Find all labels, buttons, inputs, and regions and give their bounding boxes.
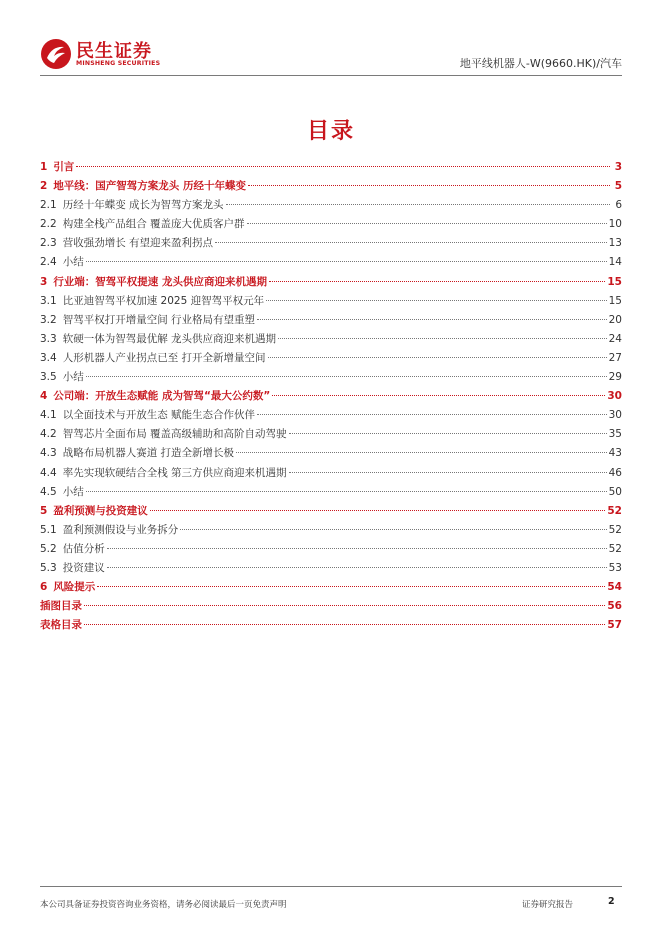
toc-dot-leader (86, 261, 607, 262)
toc-section-entry[interactable] (40, 616, 622, 635)
footer-report-type: 证券研究报告 (522, 900, 574, 910)
toc-entry-number: 4 (40, 390, 48, 403)
toc-entry-label: 盈利预测与投资建议 (53, 504, 148, 517)
report-subject: 地平线机器人-W(9660.HK)/汽车 (459, 57, 622, 70)
minsheng-logo (40, 36, 180, 72)
toc-subsection-entry[interactable] (40, 540, 622, 559)
toc-dot-leader (272, 395, 605, 396)
toc-entry-label: 投资建议 (62, 561, 105, 574)
toc-subsection-entry[interactable] (40, 483, 622, 502)
toc-dot-leader (86, 491, 607, 492)
toc-subsection-entry[interactable] (40, 464, 622, 483)
toc-dot-leader (248, 185, 610, 186)
toc-entry-page: 30 (607, 390, 622, 403)
toc-entry-page: 46 (608, 466, 622, 479)
toc-entry-label: 行业端：智驾平权提速 龙头供应商迎来机遇期 (53, 275, 267, 288)
toc-dot-leader (278, 338, 607, 339)
toc-entry-page: 10 (608, 218, 622, 231)
toc-dot-leader (150, 510, 606, 511)
toc-dot-leader (257, 319, 607, 320)
toc-entry-label: 小结 (62, 371, 84, 384)
toc-section-entry[interactable] (40, 273, 622, 292)
toc-entry-label: 战略布局机器人赛道 打造全新增长极 (62, 447, 235, 460)
toc-subsection-entry[interactable] (40, 196, 622, 215)
toc-entry-page: 50 (608, 485, 622, 498)
toc-entry-number: 2.4 (40, 256, 57, 269)
toc-subsection-entry[interactable] (40, 311, 622, 330)
toc-entry-page: 24 (608, 332, 622, 345)
toc-entry-label: 以全面技术与开放生态 赋能生态合作伙伴 (62, 409, 256, 422)
toc-entry-number: 2.1 (40, 199, 57, 212)
toc-entry-label: 人形机器人产业拐点已至 打开全新增量空间 (62, 351, 266, 364)
toc-dot-leader (180, 529, 606, 530)
toc-entry-number: 4.2 (40, 428, 57, 441)
toc-entry-page: 29 (608, 371, 622, 384)
toc-entry-label: 软硬一体为智驾最优解 龙头供应商迎来机遇期 (62, 332, 277, 345)
toc-entry-number: 2.3 (40, 237, 57, 250)
toc-entry-page: 20 (608, 313, 622, 326)
toc-entry-page: 52 (607, 504, 622, 517)
toc-subsection-entry[interactable] (40, 330, 622, 349)
toc-section-entry[interactable] (40, 387, 622, 406)
toc-entry-page: 15 (607, 275, 622, 288)
toc-subsection-entry[interactable] (40, 425, 622, 444)
toc-dot-leader (266, 300, 607, 301)
logo-english-name: MINSHENG SECURITIES (76, 60, 161, 67)
footer-divider (40, 886, 622, 887)
logo-chinese-name: 民生证券 (76, 41, 152, 62)
toc-dot-leader (84, 605, 605, 606)
toc-subsection-entry[interactable] (40, 234, 622, 253)
footer-disclaimer: 本公司具备证券投资咨询业务资格，请务必阅读最后一页免责声明 (40, 900, 287, 910)
toc-entry-number: 3.5 (40, 371, 57, 384)
toc-entry-number: 4.3 (40, 447, 57, 460)
toc-entry-label: 引言 (53, 161, 75, 173)
toc-dot-leader (269, 281, 605, 282)
toc-entry-page: 14 (608, 256, 622, 269)
toc-entry-page: 56 (607, 600, 622, 613)
toc-section-entry[interactable] (40, 502, 622, 521)
toc-entry-page: 6 (615, 199, 622, 212)
toc-entry-number: 5.3 (40, 561, 57, 574)
toc-entry-page: 35 (608, 428, 622, 441)
toc-subsection-entry[interactable] (40, 368, 622, 387)
toc-section-entry[interactable] (40, 177, 622, 196)
toc-section-entry[interactable] (40, 578, 622, 597)
page-header (40, 36, 622, 76)
toc-entry-number: 1 (40, 161, 48, 173)
toc-entry-label: 比亚迪智驾平权加速 2025 迎智驾平权元年 (62, 294, 265, 307)
toc-subsection-entry[interactable] (40, 292, 622, 311)
toc-entry-page: 43 (608, 447, 622, 460)
toc-entry-label: 风险提示 (53, 581, 96, 594)
toc-entry-label: 公司端：开放生态赋能 成为智驾“最大公约数” (53, 390, 271, 403)
toc-entry-number: 2.2 (40, 218, 57, 231)
toc-entry-page: 53 (608, 561, 622, 574)
toc-dot-leader (76, 166, 610, 167)
toc-dot-leader (107, 567, 607, 568)
toc-entry-page: 57 (607, 619, 622, 632)
toc-dot-leader (257, 414, 607, 415)
toc-entry-number: 5.1 (40, 523, 57, 536)
toc-dot-leader (247, 223, 607, 224)
table-of-contents (40, 158, 622, 635)
toc-entry-number: 6 (40, 581, 48, 594)
toc-entry-label: 小结 (62, 256, 84, 269)
toc-entry-label: 小结 (62, 485, 84, 498)
toc-dot-leader (268, 357, 607, 358)
toc-subsection-entry[interactable] (40, 215, 622, 234)
toc-entry-page: 5 (614, 180, 622, 193)
toc-dot-leader (236, 452, 607, 453)
toc-entry-number: 4.5 (40, 485, 57, 498)
toc-subsection-entry[interactable] (40, 253, 622, 272)
toc-entry-page: 3 (614, 161, 622, 173)
toc-entry-label: 营收强劲增长 有望迎来盈利拐点 (62, 237, 214, 250)
toc-entry-label: 智驾平权打开增量空间 行业格局有望重塑 (62, 313, 256, 326)
toc-dot-leader (289, 472, 607, 473)
toc-entry-page: 54 (607, 581, 622, 594)
toc-dot-leader (215, 242, 607, 243)
toc-subsection-entry[interactable] (40, 559, 622, 578)
toc-entry-label: 历经十年蝶变 成长为智驾方案龙头 (62, 199, 224, 212)
toc-entry-page: 52 (608, 523, 622, 536)
toc-entry-page: 27 (608, 351, 622, 364)
header-divider (40, 75, 622, 76)
toc-dot-leader (289, 433, 607, 434)
footer-page-number: 2 (608, 896, 615, 907)
toc-entry-label: 地平线：国产智驾方案龙头 历经十年蝶变 (53, 180, 246, 193)
toc-entry-page: 13 (608, 237, 622, 250)
toc-entry-label: 表格目录 (40, 619, 82, 632)
toc-entry-page: 30 (608, 409, 622, 422)
toc-entry-label: 构建全栈产品组合 覆盖庞大优质客户群 (62, 218, 245, 231)
toc-entry-number: 3.1 (40, 294, 57, 307)
toc-entry-number: 5.2 (40, 542, 57, 555)
toc-subsection-entry[interactable] (40, 406, 622, 425)
toc-dot-leader (226, 204, 610, 205)
toc-section-entry[interactable] (40, 597, 622, 616)
minsheng-logo-icon (40, 38, 72, 70)
toc-entry-number: 3 (40, 275, 48, 288)
toc-entry-page: 52 (608, 542, 622, 555)
toc-subsection-entry[interactable] (40, 444, 622, 463)
toc-entry-number: 3.4 (40, 351, 57, 364)
toc-entry-label: 率先实现软硬结合全栈 第三方供应商迎来机遇期 (62, 466, 287, 479)
toc-entry-label: 智驾芯片全面布局 覆盖高级辅助和高阶自动驾驶 (62, 428, 287, 441)
toc-dot-leader (107, 548, 607, 549)
toc-entry-label: 插图目录 (40, 600, 82, 613)
toc-entry-label: 估值分析 (62, 542, 105, 555)
toc-entry-number: 3.3 (40, 332, 57, 345)
toc-title: 目录 (306, 119, 355, 144)
toc-section-entry[interactable] (40, 158, 622, 177)
toc-dot-leader (84, 624, 605, 625)
toc-subsection-entry[interactable] (40, 349, 622, 368)
toc-entry-label: 盈利预测假设与业务拆分 (62, 523, 179, 536)
toc-entry-page: 15 (608, 294, 622, 307)
toc-subsection-entry[interactable] (40, 521, 622, 540)
toc-dot-leader (86, 376, 607, 377)
toc-entry-number: 3.2 (40, 313, 57, 326)
toc-entry-number: 4.1 (40, 409, 57, 422)
toc-entry-number: 2 (40, 180, 48, 193)
toc-entry-number: 5 (40, 504, 48, 517)
toc-entry-number: 4.4 (40, 466, 57, 479)
toc-dot-leader (97, 586, 605, 587)
